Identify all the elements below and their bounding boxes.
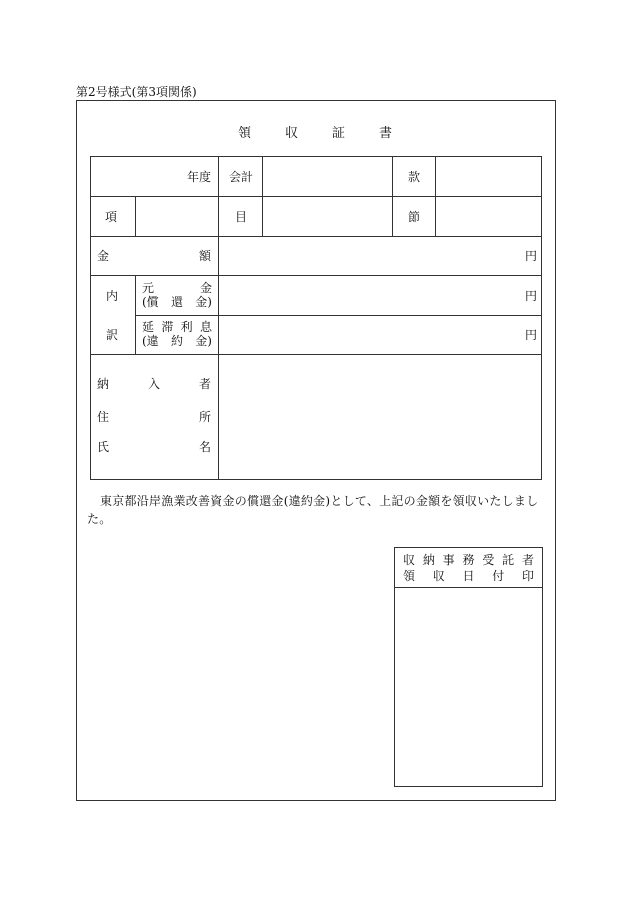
fiscal-year-label: 年度 (187, 170, 212, 184)
title-char: 領 (237, 126, 251, 141)
kan-input[interactable] (436, 157, 541, 195)
principal-input[interactable] (219, 276, 519, 313)
principal-yen-unit: 円 (525, 289, 538, 303)
amount-label: 金 額 (97, 249, 211, 263)
account-label: 会計 (229, 170, 254, 184)
receipt-title (0, 122, 630, 141)
stamp-header-line2: 領 収 日 付 印 (403, 569, 534, 583)
stamp-header-line1: 収 納 事 務 受 託 者 (403, 553, 534, 567)
name-label: 氏 名 (97, 440, 211, 454)
receipt-date-stamp-box (394, 547, 543, 787)
interest-label: 延 滞 利 息 (違 約 金) (142, 320, 212, 348)
interest-yen-unit: 円 (525, 328, 538, 342)
moku-label: 目 (235, 210, 248, 224)
breakdown-label-char: 内 (106, 289, 119, 303)
title-char: 収 (284, 126, 298, 141)
receipt-statement: 東京都沿岸漁業改善資金の償還金(違約金)として、上記の金額を領収いたしました。 (87, 494, 539, 526)
interest-input[interactable] (219, 316, 519, 353)
address-label: 住 所 (97, 410, 211, 424)
account-input[interactable] (263, 157, 391, 195)
title-char: 証 (332, 126, 346, 141)
kou-label: 項 (105, 210, 118, 224)
kou-input[interactable] (135, 197, 217, 235)
breakdown-label-char: 訳 (106, 328, 119, 342)
stamp-box-header (395, 548, 542, 588)
payer-label: 納 入 者 (97, 377, 211, 391)
setsu-input[interactable] (436, 197, 541, 235)
setsu-label: 節 (408, 210, 421, 224)
principal-label: 元 金 (償 還 金) (142, 281, 212, 309)
amount-yen-unit: 円 (525, 249, 538, 263)
title-char: 書 (379, 126, 393, 141)
kan-label: 款 (408, 170, 421, 184)
fiscal-year-input[interactable] (91, 157, 181, 195)
stamp-area[interactable] (395, 588, 542, 786)
moku-input[interactable] (263, 197, 391, 235)
amount-input[interactable] (219, 237, 519, 274)
form-number-label: 第2号様式(第3項関係) (76, 85, 197, 99)
payer-info-input[interactable] (219, 355, 541, 478)
